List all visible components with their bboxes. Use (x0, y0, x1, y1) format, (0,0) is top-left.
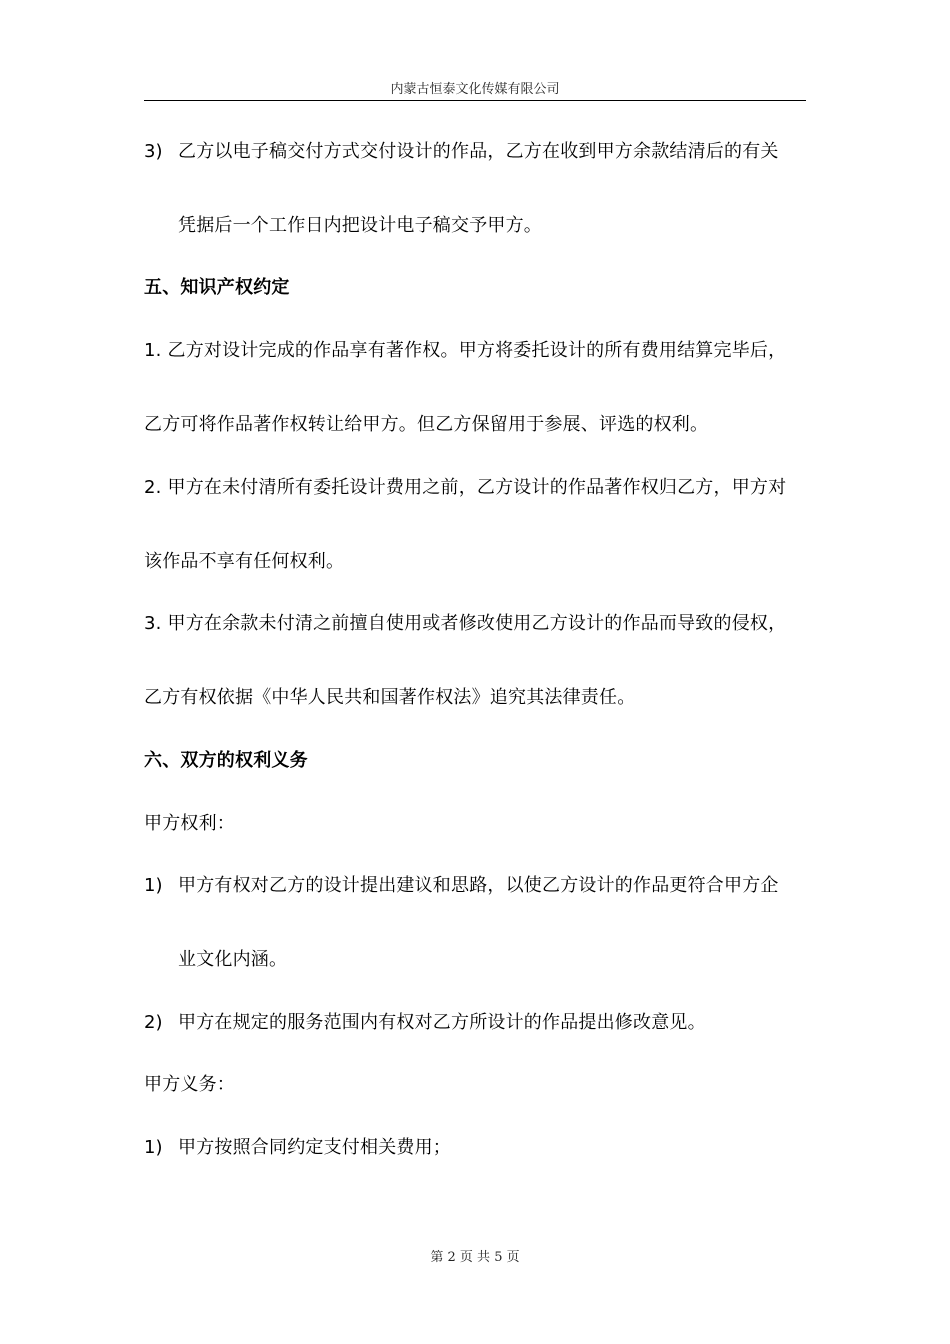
list-number: 2) (144, 1012, 163, 1033)
list-number: 3) (144, 141, 163, 162)
paragraph-line: 甲方按照合同约定支付相关费用； (178, 1137, 451, 1158)
list-number: 1) (144, 1137, 163, 1158)
header-company-name: 内蒙古恒泰文化传媒有限公司 (390, 82, 560, 97)
paragraph-line: 3. 甲方在余款未付清之前擅自使用或者修改使用乙方设计的作品而导致的侵权， (144, 613, 787, 634)
section-heading: 五、知识产权约定 (144, 277, 290, 298)
list-number: 1) (144, 875, 163, 896)
paragraph-line: 甲方在规定的服务范围内有权对乙方所设计的作品提出修改意见。 (178, 1012, 706, 1033)
section-heading: 六、双方的权利义务 (144, 750, 308, 771)
paragraph-line: 1. 乙方对设计完成的作品享有著作权。甲方将委托设计的所有费用结算完毕后， (144, 340, 787, 361)
page-number: 第 2 页 共 5 页 (430, 1250, 520, 1265)
page-header (144, 80, 806, 101)
paragraph-line: 乙方可将作品著作权转让给甲方。但乙方保留用于参展、评选的权利。 (144, 414, 709, 435)
paragraph-line: 凭据后一个工作日内把设计电子稿交予甲方。 (178, 215, 542, 236)
paragraph-line: 乙方以电子稿交付方式交付设计的作品，乙方在收到甲方余款结清后的有关 (178, 141, 779, 162)
paragraph-line: 甲方有权对乙方的设计提出建议和思路，以使乙方设计的作品更符合甲方企 (178, 875, 779, 896)
page-footer (0, 1246, 950, 1265)
subheading: 甲方义务： (144, 1074, 235, 1095)
paragraph-line: 该作品不享有任何权利。 (144, 551, 345, 572)
paragraph-line: 业文化内涵。 (178, 949, 288, 970)
paragraph-line: 2. 甲方在未付清所有委托设计费用之前，乙方设计的作品著作权归乙方，甲方对 (144, 477, 787, 498)
subheading: 甲方权利： (144, 813, 235, 834)
paragraph-line: 乙方有权依据《中华人民共和国著作权法》追究其法律责任。 (144, 687, 636, 708)
